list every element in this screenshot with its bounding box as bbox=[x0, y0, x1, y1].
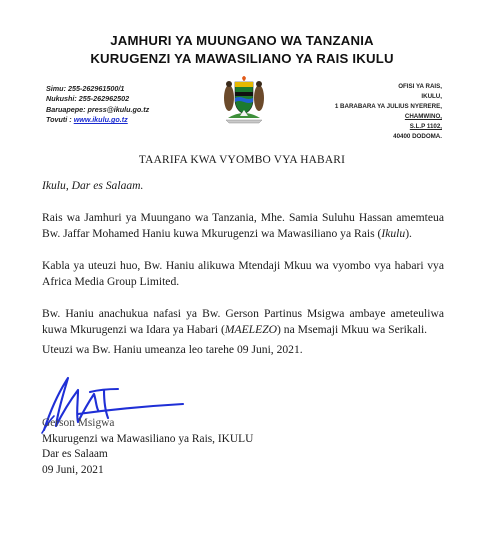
signoff-city: Dar es Salaam bbox=[42, 448, 108, 460]
coat-of-arms-icon bbox=[222, 72, 266, 124]
paragraph-replacement-italic: MAELEZO bbox=[224, 323, 278, 336]
place-line bbox=[42, 178, 444, 194]
address-po-box: S.L.P 1102, bbox=[409, 123, 442, 130]
paragraph-replacement-end: ) na Msemaji Mkuu wa Serikali. bbox=[277, 323, 428, 336]
document-title: TAARIFA KWA VYOMBO VYA HABARI bbox=[138, 154, 346, 166]
address-city: 40400 DODOMA. bbox=[393, 133, 442, 140]
contact-block-right bbox=[335, 82, 442, 142]
paragraph-replacement-text: Bw. Haniu anachukua nafasi ya Bw. Gerson Partinus Msigwa ambaye ameteuliwa kuwa Mkurugenzi wa Idara ya Habari ( bbox=[42, 307, 444, 336]
signatory-position: Mkurugenzi wa Mawasiliano ya Rais, IKULU bbox=[42, 432, 254, 445]
fax-line: Nukushi: 255-262962502 bbox=[46, 94, 130, 104]
address-ikulu: IKULU, bbox=[421, 93, 442, 100]
email-line: Baruapepe: press@ikulu.go.tz bbox=[46, 104, 150, 114]
place-text: Ikulu, Dar es Salaam. bbox=[42, 179, 144, 192]
header-country: JAMHURI YA MUUNGANO WA TANZANIA bbox=[110, 33, 374, 48]
website-line bbox=[46, 115, 149, 125]
address-office: OFISI YA RAIS, bbox=[398, 83, 442, 90]
contact-block-left bbox=[46, 84, 149, 126]
paragraph-replacement bbox=[42, 306, 444, 338]
signoff-block bbox=[42, 416, 253, 478]
phone-line: Simu: 255-262961500/1 bbox=[46, 84, 125, 93]
paragraph-appointment-italic: Ikulu bbox=[381, 227, 406, 240]
website-label: Tovuti : bbox=[46, 115, 74, 125]
address-street: 1 BARABARA YA JULIUS NYERERE, bbox=[334, 103, 442, 110]
paragraph-appointment-text: Rais wa Jamhuri ya Muungano wa Tanzania, Mhe. Samia Suluhu Hassan amemteua Bw. Jaffar Mohamed Haniu kuwa Mkurugenzi wa Mawasiliano ya Rais ( bbox=[42, 211, 444, 240]
paragraph-appointment-end: ). bbox=[405, 227, 412, 240]
signoff-date: 09 Juni, 2021 bbox=[42, 463, 104, 476]
address-town: CHAMWINO, bbox=[404, 113, 442, 120]
website-link[interactable]: www.ikulu.go.tz bbox=[73, 115, 128, 125]
paragraph-appointment bbox=[42, 210, 444, 242]
paragraph-effective-date: Uteuzi wa Bw. Haniu umeanza leo tarehe 09 Juni, 2021. bbox=[42, 343, 303, 356]
signatory-name: Gerson Msigwa bbox=[42, 417, 115, 429]
header-directorate: KURUGENZI YA MAWASILIANO YA RAIS IKULU bbox=[90, 51, 394, 66]
paragraph-background: Kabla ya uteuzi huo, Bw. Haniu alikuwa Mtendaji Mkuu wa vyombo vya habari vya Africa Media Group Limited. bbox=[42, 259, 444, 288]
